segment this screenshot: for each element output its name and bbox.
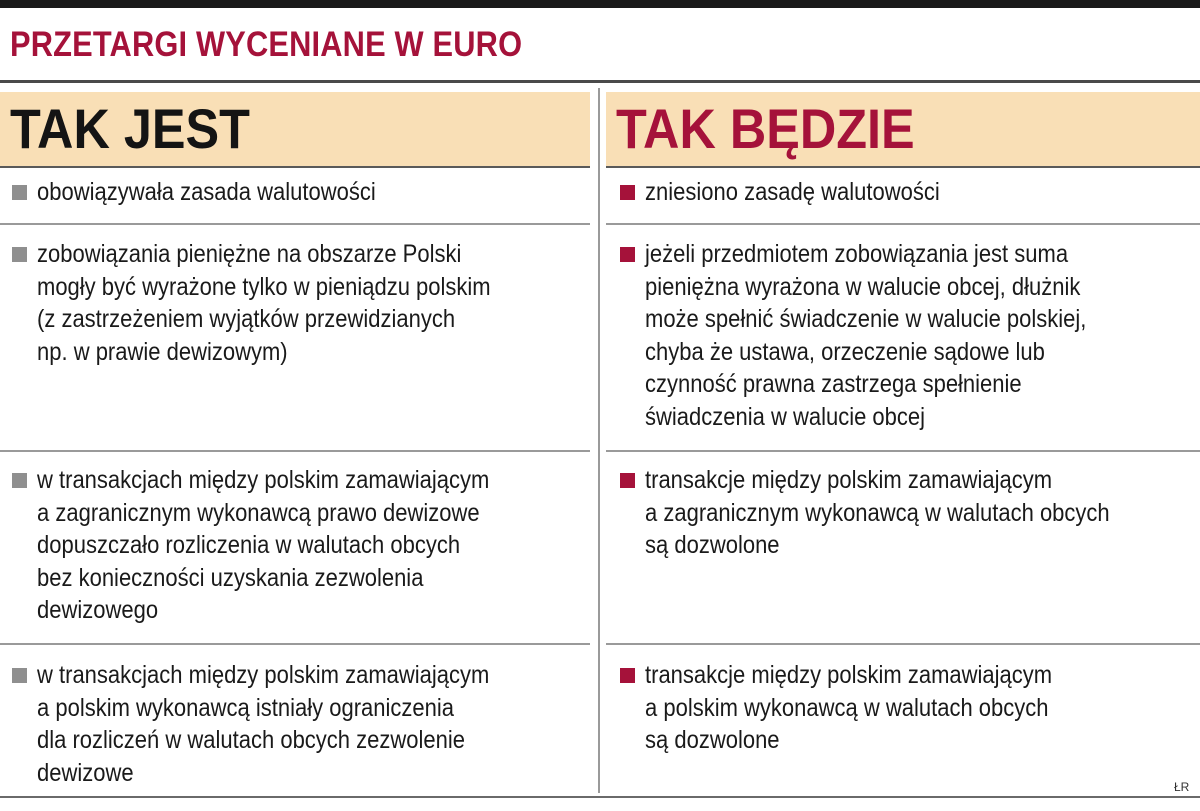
red-square-bullet-icon xyxy=(620,668,635,683)
row-4-right-text: transakcje między polskim zamawiającym a polskim wykonawcą w walutach obcych są dozwolone xyxy=(645,661,1053,754)
gray-square-bullet-icon xyxy=(12,185,27,200)
red-square-bullet-icon xyxy=(620,247,635,262)
row-divider-left xyxy=(0,450,590,452)
header-right-label: TAK BĘDZIE xyxy=(616,97,915,160)
row-1-right-text: zniesiono zasadę walutowości xyxy=(645,178,940,206)
header-tak-jest xyxy=(0,92,590,166)
author-credit: ŁR xyxy=(1174,780,1190,794)
gray-square-bullet-icon xyxy=(12,668,27,683)
row-divider-right xyxy=(606,643,1200,645)
red-square-bullet-icon xyxy=(620,185,635,200)
header-tak-bedzie xyxy=(606,92,1200,166)
top-rule xyxy=(0,0,1200,8)
row-3-left-text: w transakcjach między polskim zamawiającym a zagranicznym wykonawcą prawo dewizowe dopuszczało rozliczenia w walutach obcych bez konieczności uzyskania zezwolenia dewizowego xyxy=(37,466,490,624)
header-left-label: TAK JEST xyxy=(10,97,250,160)
gray-square-bullet-icon xyxy=(12,247,27,262)
row-2-right-text: jeżeli przedmiotem zobowiązania jest suma pieniężna wyrażona w walucie obcej, dłużnik może spełnić świadczenie w walucie polskiej, chyba że ustawa, orzeczenie sądowe lub czynność prawna zastrzega spełnienie świadczenia w walucie obcej xyxy=(645,240,1087,431)
header-rule-right xyxy=(606,166,1200,168)
row-divider-left xyxy=(0,643,590,645)
row-1-left-text: obowiązywała zasada walutowości xyxy=(37,178,376,206)
row-divider-right xyxy=(606,450,1200,452)
page-title: PRZETARGI WYCENIANE W EURO xyxy=(10,25,523,64)
row-3-right-text: transakcje między polskim zamawiającym a zagranicznym wykonawcą w walutach obcych są dozwolone xyxy=(645,466,1110,559)
red-square-bullet-icon xyxy=(620,473,635,488)
header-rule-left xyxy=(0,166,590,168)
title-divider xyxy=(0,80,1200,83)
bottom-rule xyxy=(0,796,1200,798)
gray-square-bullet-icon xyxy=(12,473,27,488)
row-divider-left xyxy=(0,223,590,225)
column-divider xyxy=(598,88,600,793)
row-4-left-text: w transakcjach między polskim zamawiającym a polskim wykonawcą istniały ograniczenia dla rozliczeń w walutach obcych zezwolenie dewizowe xyxy=(37,661,490,787)
row-divider-right xyxy=(606,223,1200,225)
row-2-left-text: zobowiązania pieniężne na obszarze Polski mogły być wyrażone tylko w pieniądzu polskim (z zastrzeżeniem wyjątków przewidzianych np. w prawie dewizowym) xyxy=(37,240,491,366)
